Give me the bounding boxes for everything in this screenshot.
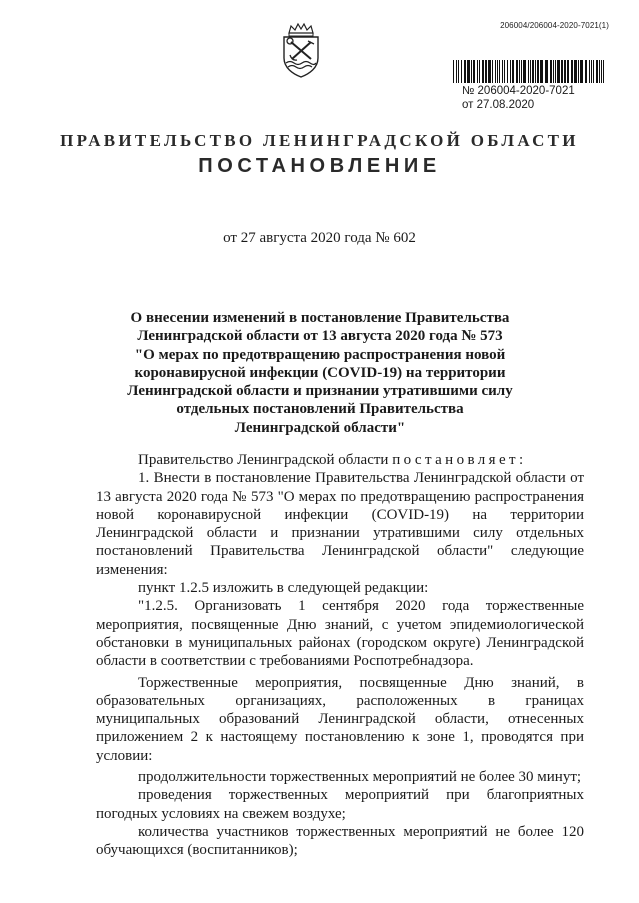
barcode-bar: [473, 60, 475, 83]
subject-line: коронавирусной инфекции (COVID-19) на территории: [134, 364, 506, 381]
barcode-bar: [467, 60, 470, 83]
paragraph: продолжительности торжественных мероприятий не более 30 минут;: [138, 769, 582, 786]
barcode-bar: [571, 60, 573, 83]
barcode-bar: [557, 60, 560, 83]
document-type-title: ПОСТАНОВЛЕНИЕ: [198, 155, 441, 177]
subject-line: Ленинградской области и признании утратившими силу: [127, 383, 513, 400]
barcode-bar: [510, 60, 511, 83]
barcode-bar: [532, 60, 534, 83]
barcode-bar: [504, 60, 505, 83]
barcode-bar: [574, 60, 577, 83]
barcode-bar: [461, 60, 462, 83]
barcode-bar: [464, 60, 466, 83]
barcode-bar: [564, 60, 566, 83]
barcode-bar: [530, 60, 531, 83]
subject-line: "О мерах по предотвращению распространения новой: [134, 346, 506, 363]
barcode-bar: [545, 60, 548, 83]
barcode: [453, 60, 605, 83]
barcode-bar: [555, 60, 556, 83]
barcode-bar: [519, 60, 520, 83]
paragraph: Торжественные мероприятия, посвященные Дню знаний, в образовательных организациях, расположенных в границах муниципальных образований Ленинградской области, отнесенных приложением 2 к настоящему постановлению к зоне 1, проводятся при условии:: [96, 674, 584, 764]
barcode-bar: [502, 60, 503, 83]
barcode-bar: [499, 60, 500, 83]
preamble-verb: постановляет:: [392, 452, 527, 468]
barcode-bar: [553, 60, 554, 83]
barcode-bar: [528, 60, 529, 83]
barcode-bar: [535, 60, 536, 83]
barcode-bar: [593, 60, 594, 83]
barcode-bar: [561, 60, 563, 83]
barcode-bar: [516, 60, 518, 83]
coat-of-arms-icon: [281, 22, 321, 78]
subject-line: Ленинградской области": [234, 419, 406, 436]
paragraph: пункт 1.2.5 изложить в следующей редакции:: [138, 580, 429, 597]
barcode-bar: [585, 60, 587, 83]
barcode-bar: [591, 60, 592, 83]
government-title: ПРАВИТЕЛЬСТВО ЛЕНИНГРАДСКОЙ ОБЛАСТИ: [60, 131, 579, 150]
barcode-bar: [596, 60, 598, 83]
barcode-bar: [456, 60, 457, 83]
paragraph: 1. Внести в постановление Правительства Ленинградской области от 13 августа 2020 года № 573 "О мерах по предотвращению распространения новой коронавирусной инфекции (COVID-19) на территории Ленинградской области и признании утратившими силу отдельных постановлений Правительства Ленинградской области" следующие изменения:: [96, 470, 584, 578]
barcode-bar: [471, 60, 472, 83]
barcode-bar: [580, 60, 583, 83]
barcode-bar: [589, 60, 590, 83]
registration-date: от 27.08.2020: [462, 99, 535, 111]
barcode-bar: [540, 60, 543, 83]
barcode-bar: [453, 60, 454, 83]
barcode-bar: [492, 60, 493, 83]
barcode-bar: [479, 60, 480, 83]
barcode-bar: [521, 60, 522, 83]
subject-line: О внесении изменений в постановление Правительства: [130, 310, 510, 326]
paragraph: проведения торжественных мероприятий при благоприятных погодных условиях на свежем воздухе;: [96, 787, 584, 822]
barcode-bar: [567, 60, 569, 83]
paragraph: количества участников торжественных мероприятий не более 120 обучающихся (воспитанников);: [96, 823, 584, 859]
barcode-bar: [497, 60, 498, 83]
barcode-bar: [512, 60, 514, 83]
barcode-bar: [599, 60, 600, 83]
barcode-bar: [482, 60, 484, 83]
preamble: [96, 451, 584, 469]
subject-line: отдельных постановлений Правительства: [176, 401, 464, 418]
registration-number: № 206004-2020-7021: [462, 85, 575, 97]
barcode-bar: [550, 60, 552, 83]
subject-line: Ленинградской области от 13 августа 2020 года № 573: [137, 328, 503, 345]
barcode-bar: [601, 60, 602, 83]
barcode-bar: [495, 60, 496, 83]
document-code: 206004/206004-2020-7021(1): [500, 21, 609, 30]
decree-body: [96, 451, 584, 860]
barcode-bar: [578, 60, 579, 83]
decree-date-number: от 27 августа 2020 года № 602: [223, 230, 416, 246]
barcode-bar: [523, 60, 526, 83]
barcode-bar: [507, 60, 508, 83]
barcode-bar: [458, 60, 459, 83]
barcode-bar: [485, 60, 487, 83]
barcode-bar: [537, 60, 539, 83]
paragraph: "1.2.5. Организовать 1 сентября 2020 года торжественные мероприятия, посвященные Дню знаний, с учетом эпидемиологической обстановки в муниципальных районах (городском округе) Ленинградской области в соответствии с требованиями Роспотребнадзора.: [96, 598, 584, 670]
barcode-bar: [488, 60, 491, 83]
barcode-bar: [477, 60, 478, 83]
registration-stamp: [462, 84, 575, 112]
preamble-subject: Правительство Ленинградской области: [138, 452, 389, 468]
barcode-bar: [603, 60, 604, 83]
decree-subject: [100, 309, 540, 437]
